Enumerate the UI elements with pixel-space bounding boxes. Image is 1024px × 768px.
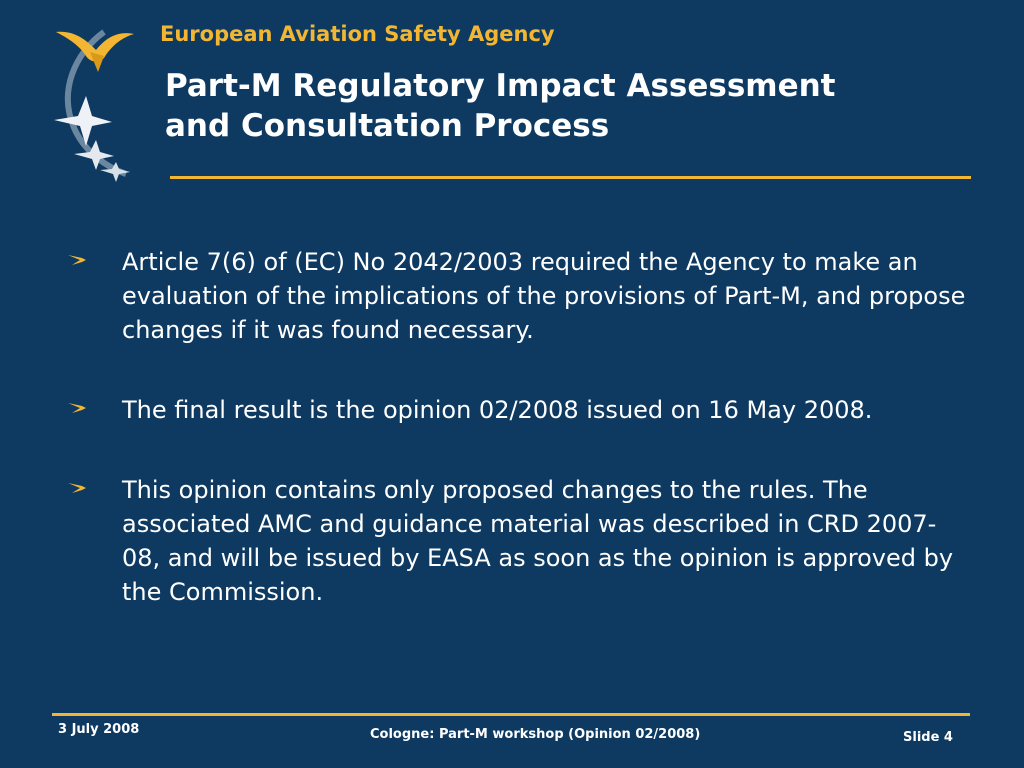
- slide-title: [165, 66, 985, 146]
- bullet-text: The final result is the opinion 02/2008 issued on 16 May 2008.: [122, 396, 873, 424]
- bullet-item: [66, 473, 966, 609]
- chevron-bullet-icon: [66, 401, 88, 415]
- footer-event: Cologne: Part-M workshop (Opinion 02/2008): [370, 727, 701, 742]
- bullet-list: [66, 245, 966, 609]
- bullet-text: Article 7(6) of (EC) No 2042/2003 required the Agency to make an evaluation of the implications of the provisions of Part-M, and propose changes if it was found necessary.: [122, 248, 966, 344]
- chevron-bullet-icon: [66, 481, 88, 495]
- agency-name: European Aviation Safety Agency: [160, 22, 555, 46]
- slide-number: Slide 4: [903, 730, 953, 745]
- footer-date: 3 July 2008: [58, 722, 140, 737]
- slide-title-line-2: and Consultation Process: [165, 108, 610, 144]
- title-divider: [170, 176, 971, 179]
- easa-birds-logo: [46, 12, 150, 184]
- footer-divider: [52, 713, 970, 716]
- bullet-item: [66, 393, 966, 427]
- bullet-text: This opinion contains only proposed changes to the rules. The associated AMC and guidance material was described in CRD 2007-08, and will be issued by EASA as soon as the opinion is approved by the Commission.: [122, 476, 954, 606]
- bullet-item: [66, 245, 966, 347]
- chevron-bullet-icon: [66, 253, 88, 267]
- slide-title-line-1: Part-M Regulatory Impact Assessment: [165, 68, 836, 104]
